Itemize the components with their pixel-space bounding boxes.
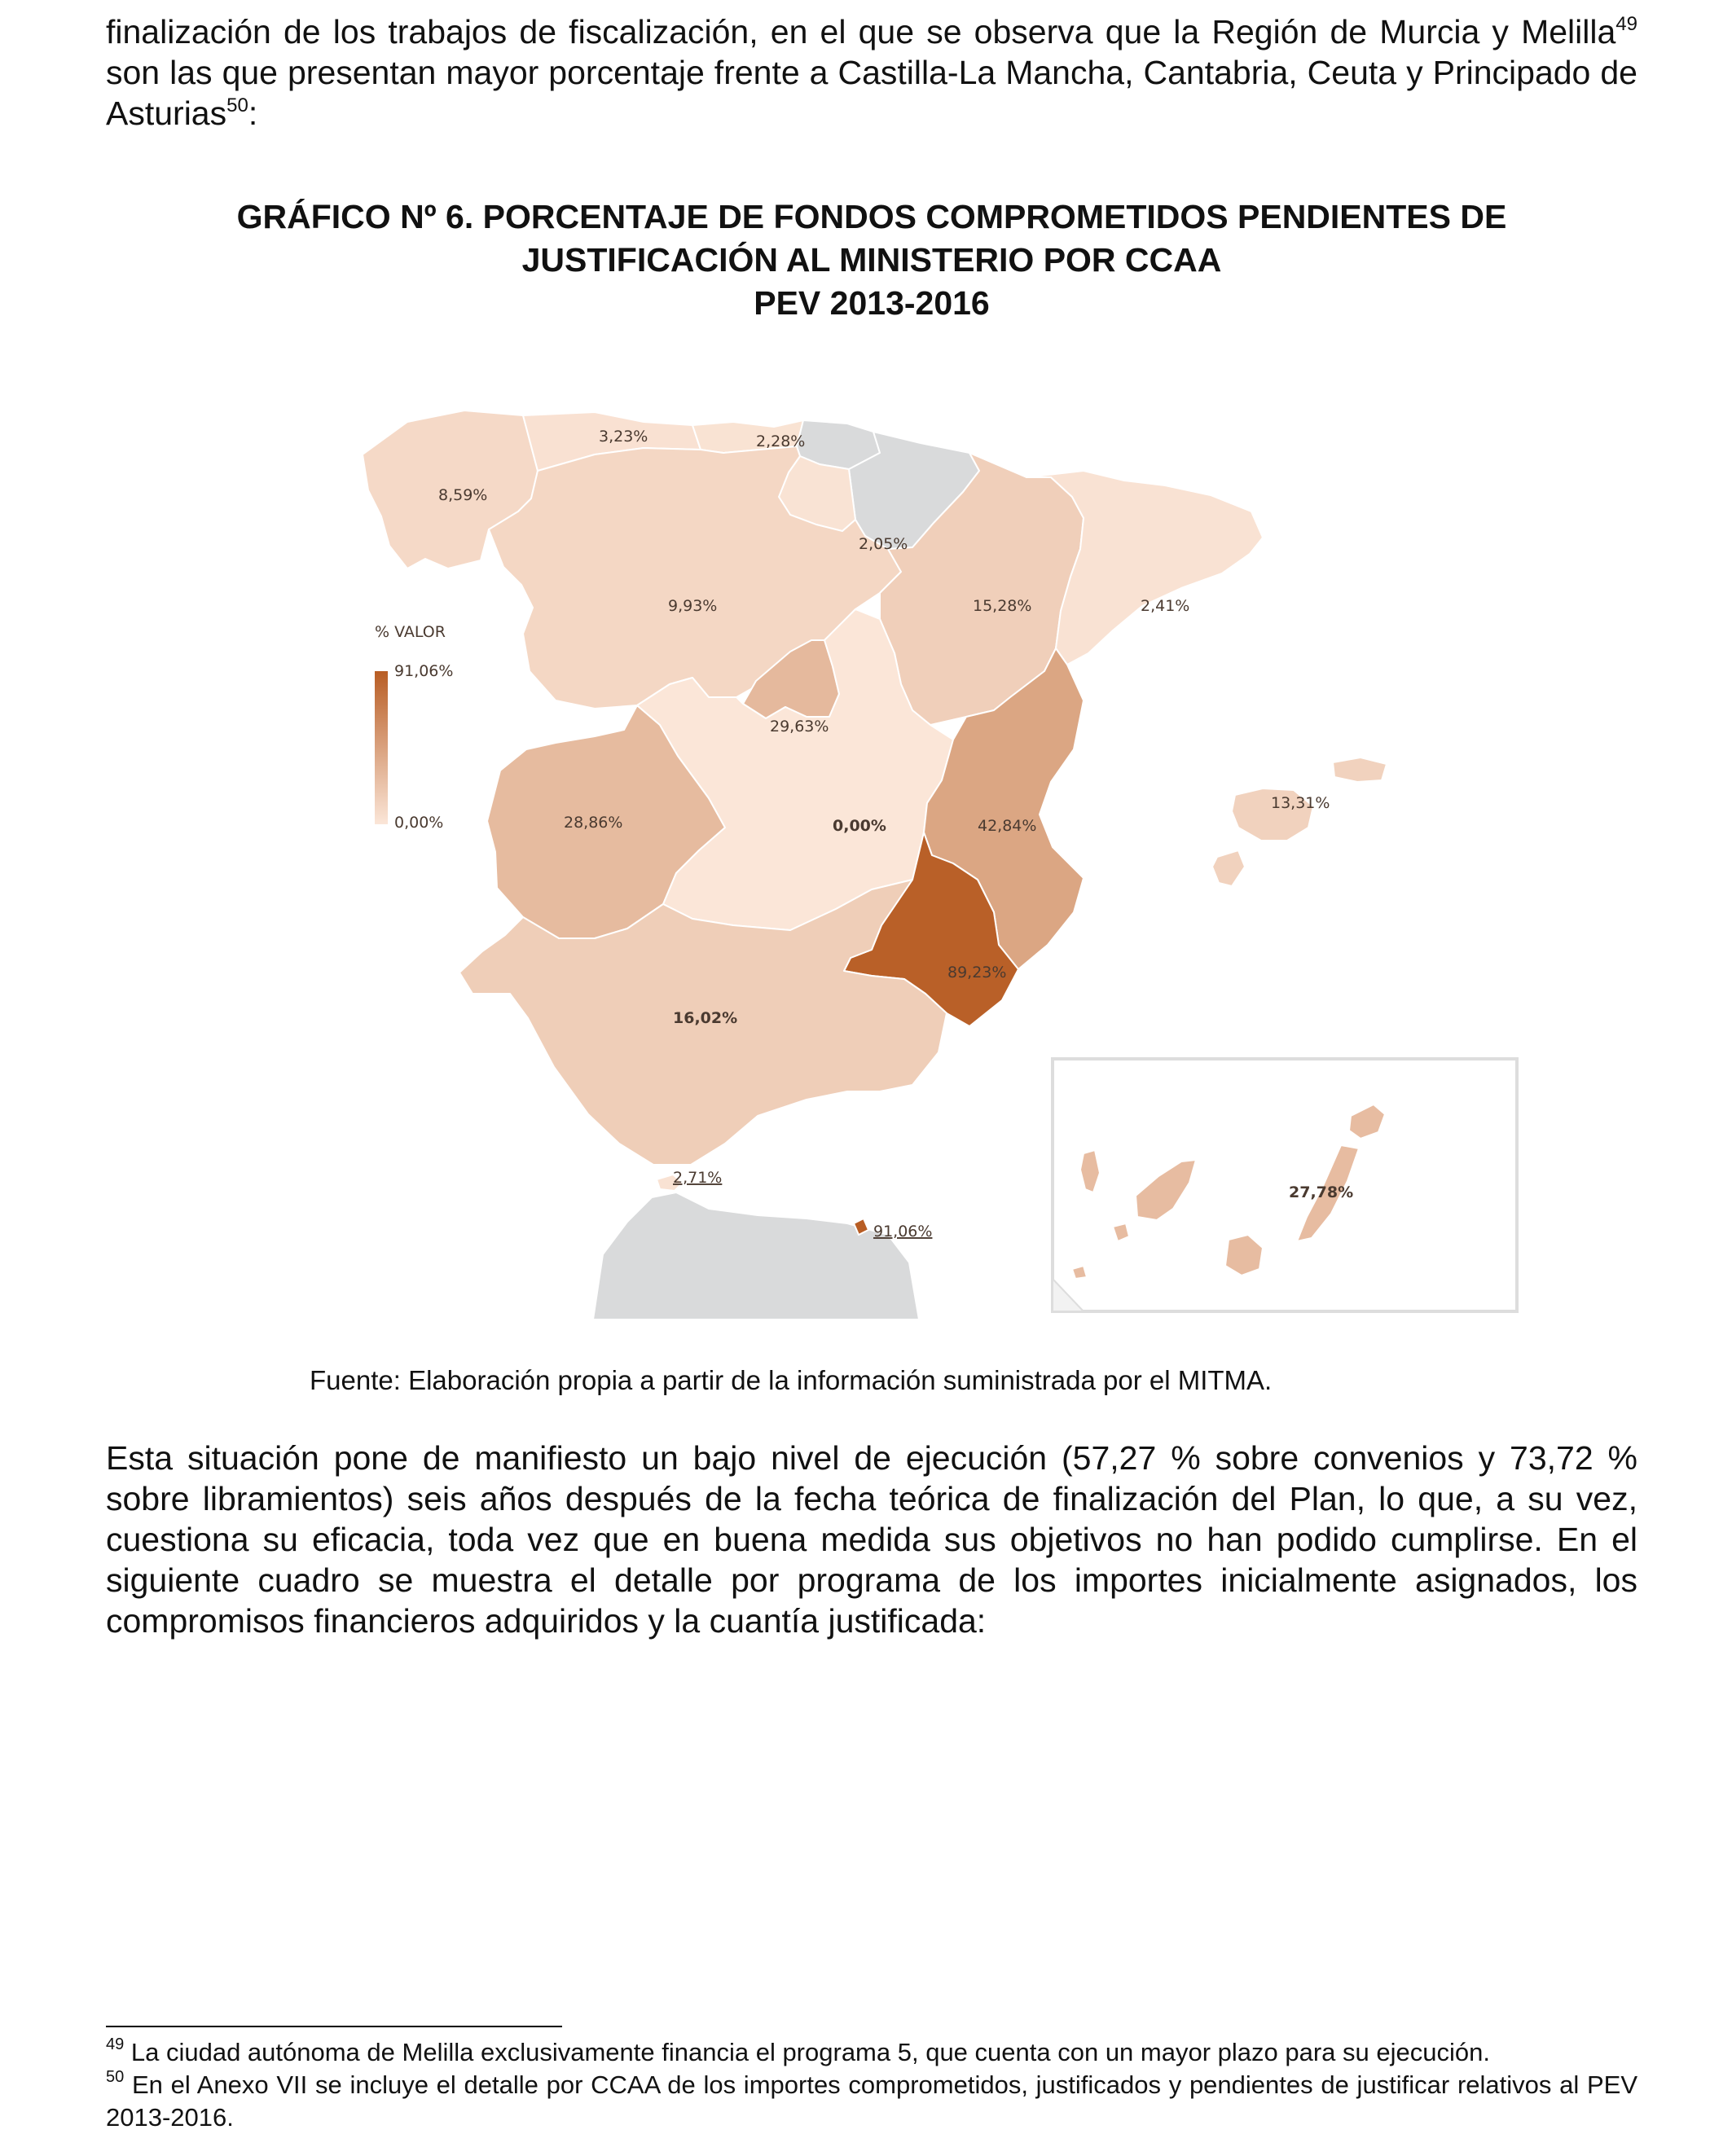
intro-text-3: : [248, 94, 258, 132]
label-valencia: 42,84% [978, 817, 1037, 835]
legend-title: % VALOR [375, 623, 446, 641]
legend-min-label: 0,00% [394, 814, 444, 832]
label-la-rioja: 2,05% [859, 535, 908, 553]
label-andalucia: 16,02% [673, 1009, 738, 1027]
chart-title-line-1: GRÁFICO Nº 6. PORCENTAJE DE FONDOS COMPROMETIDOS PENDIENTES DE [236, 198, 1507, 235]
canarias-inset-box [1053, 1059, 1517, 1311]
footnote-49 [106, 2036, 1637, 2069]
label-cataluna: 2,41% [1141, 597, 1190, 615]
label-baleares: 13,31% [1271, 794, 1330, 812]
chart-title-line-3: PEV 2013-2016 [754, 284, 990, 322]
chart-source: Fuente: Elaboración propia a partir de la información suministrada por el MITMA. [310, 1365, 1273, 1395]
spain-choropleth-map [350, 375, 1523, 1328]
label-asturias: 3,23% [599, 428, 648, 446]
footnote-50-number: 50 [106, 2068, 125, 2086]
legend-gradient-bar [375, 671, 388, 824]
footnote-50 [106, 2069, 1637, 2134]
intro-text: finalización de los trabajos de fiscalización, en el que se observa que la Región de Murcia y Melilla [106, 13, 1616, 50]
intro-text-2: son las que presentan mayor porcentaje frente a Castilla-La Mancha, Cantabria, Ceuta y Principado de Asturias [106, 54, 1637, 132]
label-madrid: 29,63% [770, 718, 829, 735]
footnote-50-text: En el Anexo VII se incluye el detalle por CCAA de los importes comprometidos, justificados y pendientes de justificar relativos al PEV 2013-2016. [106, 2070, 1637, 2132]
footnote-49-text: La ciudad autónoma de Melilla exclusivamente financia el programa 5, que cuenta con un mayor plazo para su ejecución. [124, 2038, 1490, 2066]
label-ceuta: 2,71% [673, 1169, 723, 1187]
label-canarias: 27,78% [1289, 1183, 1354, 1201]
region-morocco [593, 1192, 919, 1320]
label-melilla: 91,06% [873, 1223, 933, 1240]
footnote-ref-50[interactable]: 50 [226, 94, 248, 116]
footnote-49-number: 49 [106, 2035, 125, 2053]
canarias-inset [1053, 1059, 1517, 1311]
region-canarias-el-hierro [1072, 1266, 1087, 1279]
label-castilla-la-mancha: 0,00% [833, 817, 886, 835]
region-baleares-ibiza [1212, 850, 1245, 886]
label-castilla-leon: 9,93% [668, 597, 718, 615]
body-paragraph: Esta situación pone de manifiesto un bajo nivel de ejecución (57,27 % sobre convenios y 73,72 % sobre libramientos) seis años después de la fecha teórica de finalización del Plan, lo que, a su vez, cuestiona su eficacia, toda vez que en buena medida sus objetivos no han podido cumplirse. En el siguiente cuadro se muestra el detalle por programa de los importes inicialmente asignados, los compromisos financieros adquiridos y la cuantía justificada: [106, 1439, 1637, 1640]
legend [375, 623, 453, 832]
legend-max-label: 91,06% [394, 662, 454, 680]
chart-title-line-2: JUSTIFICACIÓN AL MINISTERIO POR CCAA [521, 241, 1222, 279]
label-aragon: 15,28% [973, 597, 1032, 615]
label-cantabria: 2,28% [756, 433, 806, 450]
label-galicia: 8,59% [438, 486, 488, 504]
label-murcia: 89,23% [947, 964, 1007, 981]
region-baleares-menorca [1333, 757, 1387, 782]
footnote-ref-49[interactable]: 49 [1616, 13, 1637, 35]
label-extremadura: 28,86% [564, 814, 623, 832]
intro-paragraph [106, 11, 1637, 134]
chart-title [106, 195, 1637, 325]
footnote-separator [106, 2026, 562, 2027]
